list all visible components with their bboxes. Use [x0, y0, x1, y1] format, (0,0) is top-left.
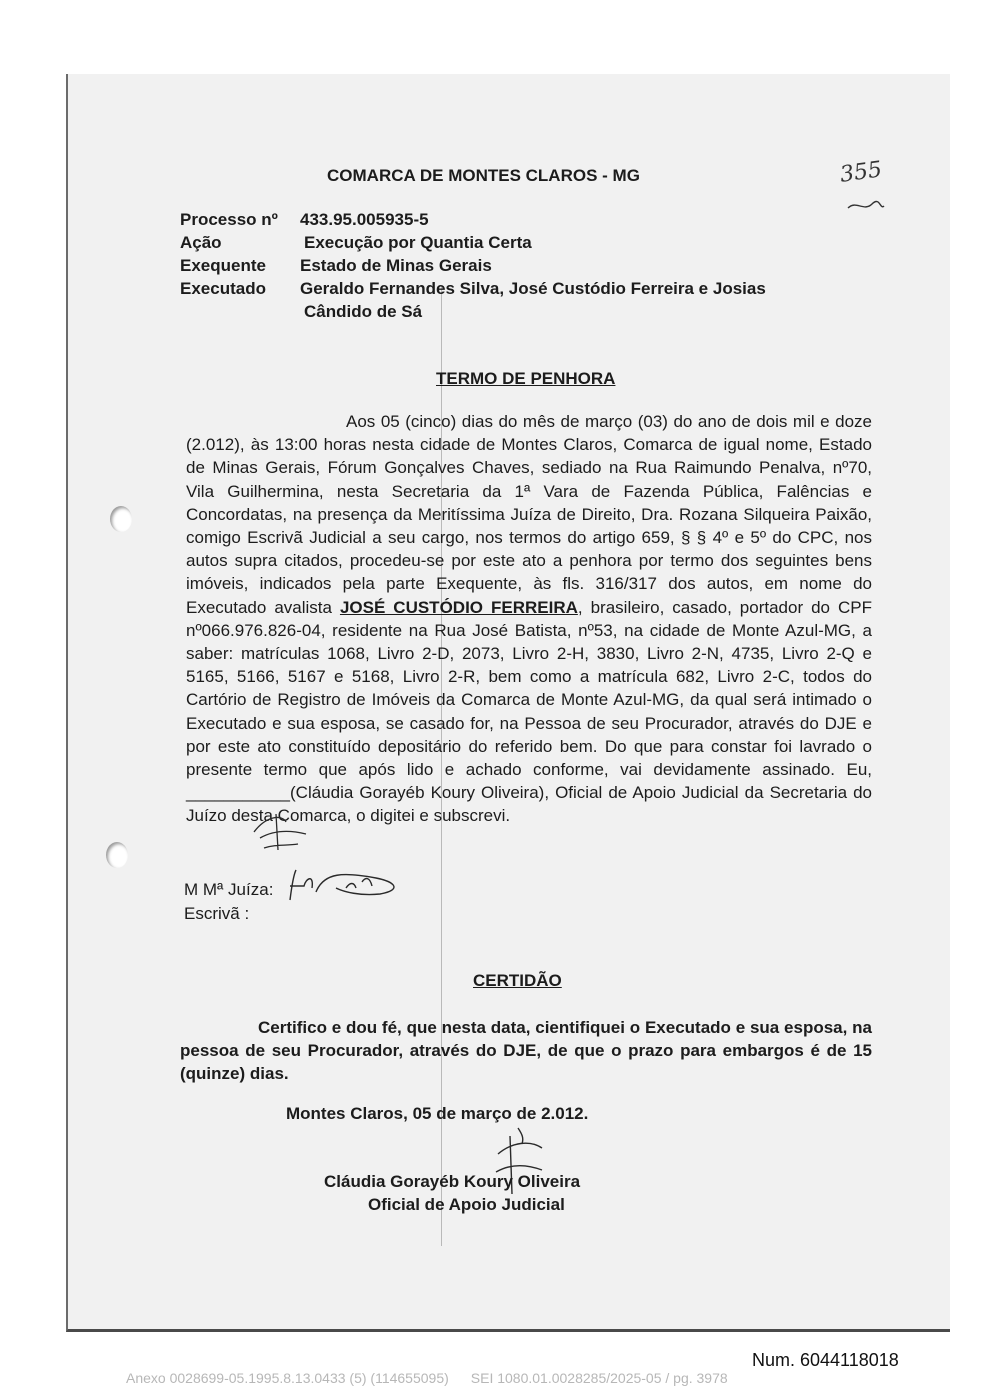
signer-name: Cláudia Gorayéb Koury Oliveira [324, 1172, 581, 1191]
processo-label: Processo nº [180, 210, 278, 229]
footer-annex-line [126, 1370, 728, 1386]
acao-row [180, 231, 766, 254]
exequente-row [180, 254, 766, 277]
termo-body [186, 410, 872, 828]
escriva-label: Escrivã : [184, 904, 250, 923]
processo-value: 433.95.005935-5 [300, 210, 429, 229]
punch-hole [110, 506, 132, 532]
acao-value: Execução por Quantia Certa [304, 233, 532, 252]
sei-reference: SEI 1080.01.0028285/2025-05 / pg. 3978 [470, 1370, 728, 1386]
annex-reference: Anexo 0028699-05.1995.8.13.0433 (5) (114655095) [126, 1370, 449, 1386]
place-date: Montes Claros, 05 de março de 2.012. [286, 1104, 589, 1123]
exequente-label: Exequente [180, 256, 266, 275]
signer-role: Oficial de Apoio Judicial [368, 1195, 565, 1214]
executado-name: JOSÉ CUSTÓDIO FERREIRA [339, 597, 578, 617]
juiza-label: M Mª Juíza: [184, 880, 274, 899]
termo-text-part2: , brasileiro, casado, portador do CPF nº066.976.826-04, residente na Rua José Batista, nº53, na cidade de Monte Azul-MG, a saber: matrículas 1068, Livro 2-D, 2073, Livro 2-H, 3830, Livro 2-N, 4735, Livro 2-Q e 5165, 5166, 5167 e 5168, Livro 2-R, bem como a matrícula 682, Livro 2-C, todos do Cartório de Registro de Imóveis da Comarca de Monte Azul-MG, da qual será intimado o Executado e sua esposa, se casado for, na Pessoa de seu Procurador, através do DJE e por este ato constituído depositário do referido bem. Do que para constar foi lavrado o presente termo que após lido e achado conforme, vai devidamente assinado. Eu, ___________(Cláudia Gorayéb Koury Oliveira), Oficial de Apoio Judicial da Secretaria do Juízo desta Comarca, o digitei e subscrevi. [186, 597, 872, 826]
termo-text-part1: Aos 05 (cinco) dias do mês de março (03) do ano de dois mil e doze (2.012), às 13:00 horas nesta cidade de Montes Claros, Comarca de igual nome, Estado de Minas Gerais, Fórum Gonçalves Chaves, sediado na Rua Raimundo Penalva, nº70, Vila Guilhermina, nesta Secretaria da 1ª Vara de Fazenda Pública, Falências e Concordatas, na presença da Meritíssima Juíza de Direito, Dra. Rozana Silqueira Paixão, comigo Escrivã Judicial a seu cargo, nos termos do artigo 659, § § 4º e 5º do CPC, nos autos supra citados, procedeu-se por este ato a penhora por termo dos seguintes bens imóveis, indicados pela parte Exequente, às fls. 316/317 dos autos, em nome do Executado avalista [186, 412, 872, 617]
court-title: COMARCA DE MONTES CLAROS - MG [327, 166, 640, 185]
page-stamp-number: 355 [838, 157, 884, 188]
termo-title: TERMO DE PENHORA [436, 369, 616, 388]
case-info [180, 208, 766, 323]
executado-value-cont: Cândido de Sá [304, 302, 423, 321]
executado-value: Geraldo Fernandes Silva, José Custódio Ferreira e Josias [300, 279, 766, 298]
executado-label: Executado [180, 279, 266, 298]
certidao-body: Certifico e dou fé, que nesta data, cientifiquei o Executado e sua esposa, na pessoa de seu Procurador, através do DJE, de que o prazo para embargos é de 15 (quinze) dias. [180, 1018, 872, 1083]
signature-scribble-clerk [246, 808, 316, 854]
signer-block [324, 1170, 580, 1216]
signature-scribble-judge [284, 866, 408, 908]
certidao-title: CERTIDÃO [473, 971, 562, 990]
document-number: Num. 6044118018 [752, 1350, 899, 1370]
acao-label: Ação [180, 233, 222, 252]
executado-row [180, 277, 766, 300]
stamp-underline-mark [846, 196, 886, 216]
exequente-value: Estado de Minas Gerais [300, 256, 492, 275]
punch-hole [106, 842, 128, 868]
processo-row [180, 208, 766, 231]
